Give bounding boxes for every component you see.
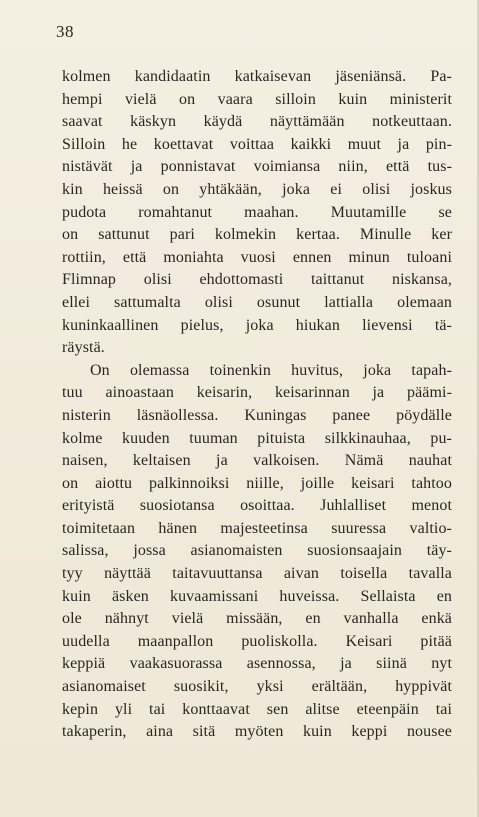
text-line: keppiä vaakasuorassa asennossa, ja siinä nyt xyxy=(62,655,452,673)
text-line: toimitetaan hänen majesteetinsa suuressa valtio- xyxy=(62,519,452,537)
text-line: saavat käskyn käydä näyttämään notkeuttaan. xyxy=(62,113,452,131)
text-line: kin heissä on yhtäkään, joka ei olisi joskus xyxy=(62,180,452,198)
text-line: tuu ainoastaan keisarin, keisarinnan ja päämi- xyxy=(62,384,452,402)
text-line: hempi vielä on vaara silloin kuin ministerit xyxy=(62,90,452,108)
text-line: nistävät ja ponnistavat voimiansa niin, että tus- xyxy=(62,158,452,176)
text-line: kepin yli tai konttaavat sen alitse eteenpäin tai xyxy=(62,700,452,718)
text-line: salissa, jossa asianomaisten suosionsaajain täy- xyxy=(62,542,452,560)
text-line: kolme kuuden tuuman pituista silkkinauhaa, pu- xyxy=(62,429,452,447)
body-text xyxy=(62,66,452,744)
text-line: on sattunut pari kolmekin kertaa. Minulle ker xyxy=(62,226,452,244)
text-line: kuninkaallinen pielus, joka hiukan lievensi tä- xyxy=(62,316,452,334)
text-line: kuin äsken kuvaamissani huveissa. Sellaista en xyxy=(62,587,452,605)
page-number: 38 xyxy=(56,22,74,41)
text-line: On olemassa toinenkin huvitus, joka tapah- xyxy=(90,361,452,379)
text-line: rottiin, että moniahta vuosi ennen minun tuloani xyxy=(62,248,452,266)
text-line: Silloin he koettavat voittaa kaikki muut ja pin- xyxy=(62,135,452,153)
text-line: Flimnap olisi ehdottomasti taittanut niskansa, xyxy=(62,271,452,289)
text-line: räystä. xyxy=(62,339,105,357)
text-line: pudota romahtanut maahan. Muutamille se xyxy=(62,203,452,221)
text-line: takaperin, aina sitä myöten kuin keppi nousee xyxy=(62,723,452,741)
text-line: erityistä suosiotansa osoittaa. Juhlalliset menot xyxy=(62,497,452,515)
text-line: nisterin läsnäollessa. Kuningas panee pöydälle xyxy=(62,406,452,424)
text-line: asianomaiset suosikit, yksi erältään, hyppivät xyxy=(62,678,452,696)
text-line: ellei sattumalta olisi osunut lattialla olemaan xyxy=(62,293,452,311)
text-line: ole nähnyt vielä missään, en vanhalla enkä xyxy=(62,610,452,628)
text-line: on aiottu palkinnoiksi niille, joille keisari tahtoo xyxy=(62,474,452,492)
text-line: kolmen kandidaatin katkaisevan jäseniänsä. Pa- xyxy=(62,68,452,85)
text-line: tyy näyttää taitavuuttansa aivan toisella tavalla xyxy=(62,565,452,583)
text-line: naisen, keltaisen ja valkoisen. Nämä nauhat xyxy=(62,452,452,470)
text-line: uudella maanpallon puoliskolla. Keisari pitää xyxy=(62,632,452,650)
